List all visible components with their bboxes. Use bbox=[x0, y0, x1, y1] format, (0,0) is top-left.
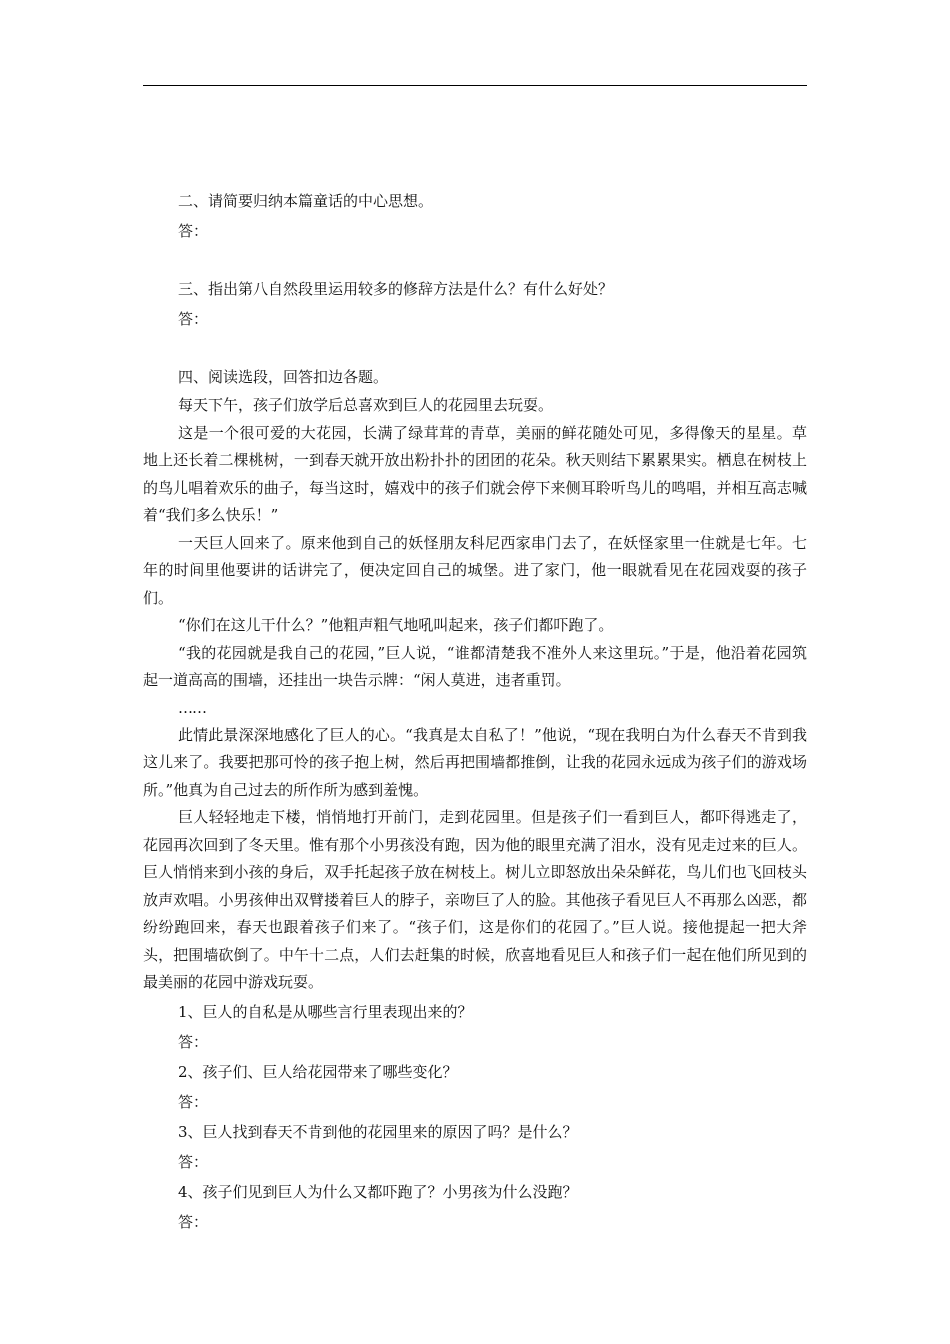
question-3: 三、指出第八自然段里运用较多的修辞方法是什么？有什么好处？ bbox=[178, 280, 614, 298]
passage-paragraph: 这是一个很可爱的大花园，长满了绿茸茸的青草，美丽的鲜花随处可见，多得像天的星星。草地上还长着二棵桃树，一到春天就开放出粉扑扑的团团的花朵。秋天则结下累累果实。栖息在树枝上的鸟儿唱着欢乐的曲子，每当这时，嬉戏中的孩子们就会停下来侧耳聆听鸟儿的鸣唱，并相互高志喊着“我们多么快乐！” bbox=[143, 423, 807, 524]
subquestion-3: 3、巨人找到春天不肯到他的花园里来的原因了吗？是什么？ bbox=[178, 1122, 578, 1141]
subquestion-1: 1、巨人的自私是从哪些言行里表现出来的？ bbox=[178, 1002, 473, 1021]
subquestion-2: 2、孩子们、巨人给花园带来了哪些变化？ bbox=[178, 1062, 458, 1081]
subanswer-2: 答： bbox=[178, 1092, 209, 1111]
passage-ellipsis: …… bbox=[178, 698, 206, 717]
passage-paragraph: 一天巨人回来了。原来他到自己的妖怪朋友科尼西家串门去了，在妖怪家里一住就是七年。七年的时间里他要讲的话讲完了，便决定回自己的城堡。进了家门，他一眼就看见在花园戏耍的孩子们。 bbox=[143, 533, 807, 607]
passage-paragraph: 此情此景深深地感化了巨人的心。“我真是太自私了！”他说，“现在我明白为什么春天不肯到我这儿来了。我要把那可怜的孩子抱上树，然后再把围墙都推倒，让我的花园永远成为孩子们的游戏场所。”他真为自己过去的所作所为感到羞愧。 bbox=[143, 725, 807, 799]
subanswer-1: 答： bbox=[178, 1032, 209, 1051]
passage-paragraph: 巨人轻轻地走下楼，悄悄地打开前门，走到花园里。但是孩子们一看到巨人，都吓得逃走了，花园再次回到了冬天里。惟有那个小男孩没有跑，因为他的眼里充满了泪水，没有见走过来的巨人。巨人悄悄来到小孩的身后，双手托起孩子放在树枝上。树儿立即怒放出朵朵鲜花，鸟儿们也飞回枝头放声欢唱。小男孩伸出双臂搂着巨人的脖子，亲吻巨了人的脸。其他孩子看见巨人不再那么凶恶，都纷纷跑回来，春天也跟着孩子们来了。“孩子们，这是你们的花园了。”巨人说。接他提起一把大斧头，把围墙砍倒了。中午十二点，人们去赶集的时候，欣喜地看见巨人和孩子们一起在他们所见到的最美丽的花园中游戏玩耍。 bbox=[143, 808, 807, 991]
answer-3: 答： bbox=[178, 310, 209, 328]
subanswer-3: 答： bbox=[178, 1152, 209, 1171]
passage-paragraph: 每天下午，孩子们放学后总喜欢到巨人的花园里去玩耍。 bbox=[178, 396, 554, 414]
question-2: 二、请简要归纳本篇童话的中心思想。 bbox=[178, 192, 434, 210]
passage-paragraph: “我的花园就是我自己的花园，”巨人说，“谁都清楚我不准外人来这里玩。”于是，他沿着花园筑起一道高高的围墙，还挂出一块告示牌：“闲人莫进，违者重罚。 bbox=[143, 643, 807, 689]
subquestion-4: 4、孩子们见到巨人为什么又都吓跑了？小男孩为什么没跑？ bbox=[178, 1182, 578, 1201]
answer-2: 答： bbox=[178, 222, 209, 240]
header-rule bbox=[143, 85, 807, 86]
subanswer-4: 答： bbox=[178, 1212, 209, 1231]
passage-paragraph: “你们在这儿干什么？”他粗声粗气地吼叫起来，孩子们都吓跑了。 bbox=[178, 616, 614, 634]
document-body bbox=[143, 186, 807, 1237]
section-4-heading: 四、阅读选段，回答扣边各题。 bbox=[178, 368, 389, 386]
